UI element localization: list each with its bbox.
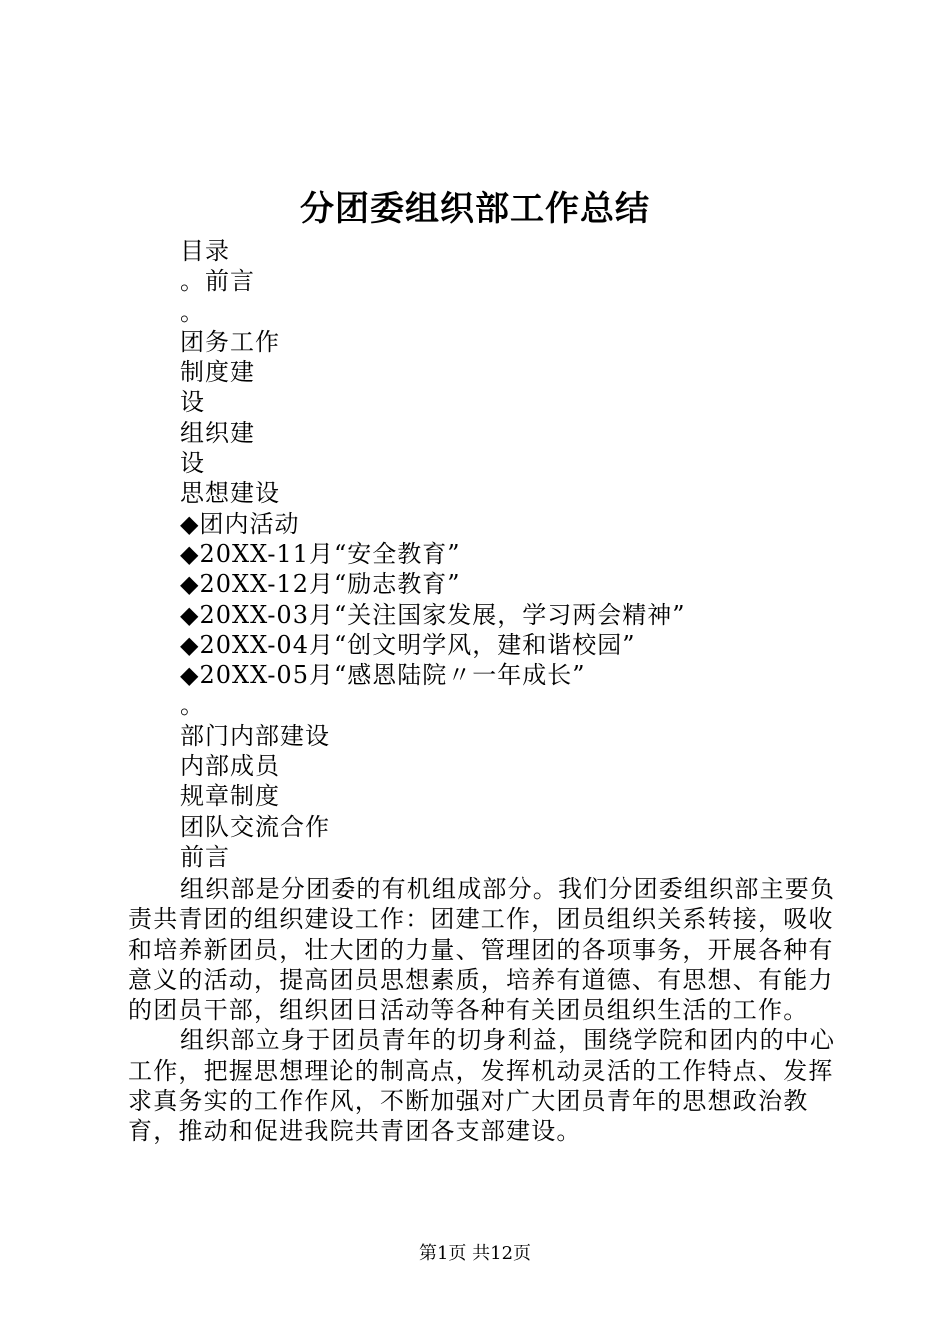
toc-line: ◆20XX-11月“安全教育” <box>180 539 461 568</box>
toc-line: 规章制度 <box>180 782 280 811</box>
toc-line: 制度建 <box>180 358 255 387</box>
page-footer: 第1页 共12页 <box>418 1243 532 1264</box>
toc-line: ◆20XX-04月“创文明学风，建和谐校园” <box>180 630 636 659</box>
table-of-contents <box>180 236 840 872</box>
toc-line: 部门内部建设 <box>180 721 330 750</box>
toc-line: 。 <box>180 297 205 326</box>
toc-line: 前言 <box>180 842 230 871</box>
toc-line: ◆20XX-05月“感恩陆院〃一年成长” <box>180 661 586 690</box>
toc-line: 。 <box>180 691 205 720</box>
toc-line: 。前言 <box>180 267 255 296</box>
toc-line: 组织建 <box>180 418 255 447</box>
toc-line: 目录 <box>180 237 230 265</box>
paragraph: 组织部立身于团员青年的切身利益，围绕学院和团内的中心工作，把握思想理论的制高点，发挥机动灵活的工作特点、发挥求真务实的工作作风，不断加强对广大团员青年的思想政治教育，推动和促进我院共青团各支部建设。 <box>128 1026 836 1146</box>
toc-line: ◆20XX-12月“励志教育” <box>180 570 461 599</box>
toc-line: 内部成员 <box>180 752 280 781</box>
paragraph: 组织部是分团委的有机组成部分。我们分团委组织部主要负责共青团的组织建设工作：团建工作，团员组织关系转接，吸收和培养新团员，壮大团的力量、管理团的各项事务，开展各种有意义的活动，提高团员思想素质，培养有道德、有思想、有能力的团员干部，组织团日活动等各种有关团员组织生活的工作。 <box>128 875 836 1025</box>
toc-line: 设 <box>180 449 205 478</box>
toc-line: 思想建设 <box>180 479 280 508</box>
toc-line: ◆20XX-03月“关注国家发展，学习两会精神” <box>180 600 686 629</box>
toc-line: 团务工作 <box>180 327 280 356</box>
toc-line: 团队交流合作 <box>180 812 330 841</box>
toc-line: 设 <box>180 388 205 417</box>
document-title: 分团委组织部工作总结 <box>300 189 650 229</box>
document-body <box>128 874 843 1147</box>
toc-line: ◆团内活动 <box>180 509 300 538</box>
